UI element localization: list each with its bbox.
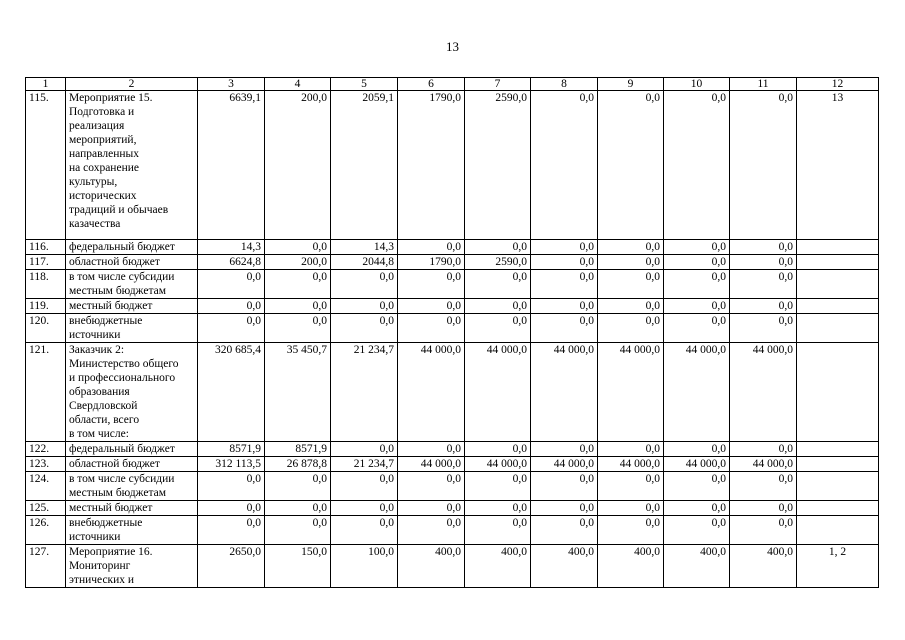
value-cell: 0,0 (465, 270, 531, 299)
row-number: 118. (26, 270, 66, 299)
value-cell: 44 000,0 (598, 457, 664, 472)
table-row (26, 240, 879, 255)
column-header: 5 (331, 78, 398, 91)
value-cell: 0,0 (664, 516, 730, 545)
value-cell: 0,0 (730, 516, 797, 545)
value-cell: 35 450,7 (265, 343, 331, 442)
row-number: 116. (26, 240, 66, 255)
value-cell: 0,0 (531, 255, 598, 270)
value-cell: 0,0 (198, 501, 265, 516)
value-cell: 2590,0 (465, 91, 531, 240)
value-cell: 0,0 (265, 516, 331, 545)
value-cell: 14,3 (198, 240, 265, 255)
value-cell: 8571,9 (198, 442, 265, 457)
value-cell: 44 000,0 (664, 457, 730, 472)
value-cell: 44 000,0 (465, 343, 531, 442)
value-cell: 2650,0 (198, 545, 265, 588)
row-number: 126. (26, 516, 66, 545)
value-cell: 0,0 (531, 299, 598, 314)
row-name: федеральный бюджет (66, 442, 198, 457)
value-cell: 0,0 (465, 472, 531, 501)
row-name: местный бюджет (66, 299, 198, 314)
value-cell: 400,0 (598, 545, 664, 588)
column-header: 7 (465, 78, 531, 91)
note-cell: 1, 2 (797, 545, 879, 588)
value-cell: 1790,0 (398, 255, 465, 270)
note-cell (797, 299, 879, 314)
value-cell: 0,0 (598, 255, 664, 270)
value-cell: 0,0 (531, 240, 598, 255)
value-cell: 0,0 (598, 314, 664, 343)
value-cell: 0,0 (531, 442, 598, 457)
note-cell (797, 343, 879, 442)
value-cell: 0,0 (398, 314, 465, 343)
value-cell: 0,0 (664, 472, 730, 501)
row-name: в том числе субсидии местным бюджетам (66, 472, 198, 501)
value-cell: 0,0 (331, 270, 398, 299)
note-cell (797, 314, 879, 343)
note-cell (797, 457, 879, 472)
value-cell: 0,0 (465, 516, 531, 545)
table-row (26, 343, 879, 442)
note-cell (797, 240, 879, 255)
table-row (26, 516, 879, 545)
value-cell: 0,0 (730, 442, 797, 457)
value-cell: 44 000,0 (531, 343, 598, 442)
value-cell: 0,0 (398, 442, 465, 457)
column-header: 12 (797, 78, 879, 91)
budget-table (25, 77, 879, 588)
value-cell: 2059,1 (331, 91, 398, 240)
row-number: 117. (26, 255, 66, 270)
value-cell: 0,0 (198, 516, 265, 545)
value-cell: 312 113,5 (198, 457, 265, 472)
table-row (26, 299, 879, 314)
column-header: 3 (198, 78, 265, 91)
value-cell: 44 000,0 (398, 343, 465, 442)
value-cell: 0,0 (465, 240, 531, 255)
value-cell: 0,0 (664, 501, 730, 516)
note-cell (797, 255, 879, 270)
value-cell: 400,0 (398, 545, 465, 588)
value-cell: 8571,9 (265, 442, 331, 457)
value-cell: 0,0 (331, 299, 398, 314)
value-cell: 0,0 (265, 472, 331, 501)
header-row (26, 78, 879, 91)
value-cell: 0,0 (598, 270, 664, 299)
note-cell (797, 501, 879, 516)
value-cell: 0,0 (265, 240, 331, 255)
value-cell: 0,0 (198, 299, 265, 314)
value-cell: 400,0 (730, 545, 797, 588)
value-cell: 6639,1 (198, 91, 265, 240)
table-body (26, 91, 879, 588)
value-cell: 0,0 (598, 501, 664, 516)
note-cell (797, 270, 879, 299)
value-cell: 200,0 (265, 91, 331, 240)
value-cell: 0,0 (331, 442, 398, 457)
row-number: 122. (26, 442, 66, 457)
column-header: 1 (26, 78, 66, 91)
value-cell: 0,0 (598, 240, 664, 255)
value-cell: 44 000,0 (730, 343, 797, 442)
value-cell: 14,3 (331, 240, 398, 255)
value-cell: 0,0 (331, 516, 398, 545)
table-row (26, 270, 879, 299)
value-cell: 0,0 (730, 240, 797, 255)
value-cell: 0,0 (265, 501, 331, 516)
note-cell (797, 442, 879, 457)
note-cell: 13 (797, 91, 879, 240)
value-cell: 0,0 (664, 255, 730, 270)
row-number: 119. (26, 299, 66, 314)
value-cell: 400,0 (531, 545, 598, 588)
value-cell: 0,0 (598, 442, 664, 457)
value-cell: 0,0 (598, 91, 664, 240)
row-name: местный бюджет (66, 501, 198, 516)
value-cell: 0,0 (265, 270, 331, 299)
row-name: областной бюджет (66, 457, 198, 472)
value-cell: 0,0 (730, 299, 797, 314)
value-cell: 0,0 (198, 314, 265, 343)
value-cell: 6624,8 (198, 255, 265, 270)
value-cell: 0,0 (465, 299, 531, 314)
value-cell: 0,0 (664, 270, 730, 299)
table-row (26, 457, 879, 472)
value-cell: 0,0 (598, 299, 664, 314)
row-number: 120. (26, 314, 66, 343)
table-row (26, 314, 879, 343)
value-cell: 0,0 (398, 516, 465, 545)
value-cell: 0,0 (398, 472, 465, 501)
value-cell: 0,0 (398, 501, 465, 516)
value-cell: 0,0 (531, 472, 598, 501)
page-number: 13 (446, 39, 459, 54)
row-name: Заказчик 2: Министерство общего и профессионального образования Свердловской области, всего в том числе: (66, 343, 198, 442)
note-cell (797, 516, 879, 545)
value-cell: 0,0 (531, 516, 598, 545)
value-cell: 400,0 (664, 545, 730, 588)
row-name: федеральный бюджет (66, 240, 198, 255)
value-cell: 0,0 (730, 91, 797, 240)
value-cell: 44 000,0 (730, 457, 797, 472)
value-cell: 320 685,4 (198, 343, 265, 442)
value-cell: 0,0 (265, 299, 331, 314)
row-name: внебюджетные источники (66, 314, 198, 343)
value-cell: 0,0 (331, 314, 398, 343)
column-header: 10 (664, 78, 730, 91)
column-header: 11 (730, 78, 797, 91)
value-cell: 2044,8 (331, 255, 398, 270)
value-cell: 44 000,0 (465, 457, 531, 472)
value-cell: 0,0 (598, 472, 664, 501)
value-cell: 0,0 (398, 240, 465, 255)
value-cell: 0,0 (531, 501, 598, 516)
value-cell: 0,0 (531, 91, 598, 240)
value-cell: 2590,0 (465, 255, 531, 270)
row-number: 125. (26, 501, 66, 516)
value-cell: 0,0 (664, 442, 730, 457)
value-cell: 0,0 (730, 270, 797, 299)
value-cell: 0,0 (730, 501, 797, 516)
value-cell: 0,0 (198, 472, 265, 501)
value-cell: 0,0 (531, 314, 598, 343)
value-cell: 0,0 (398, 299, 465, 314)
row-name: Мероприятие 16. Мониторинг этнических и (66, 545, 198, 588)
table-row (26, 91, 879, 240)
value-cell: 0,0 (730, 472, 797, 501)
value-cell: 0,0 (730, 314, 797, 343)
row-name: Мероприятие 15. Подготовка и реализация мероприятий, направленных на сохранение культуры, исторических традиций и обычаев казачества (66, 91, 198, 240)
value-cell: 0,0 (664, 314, 730, 343)
column-header: 8 (531, 78, 598, 91)
value-cell: 21 234,7 (331, 457, 398, 472)
column-header: 9 (598, 78, 664, 91)
value-cell: 200,0 (265, 255, 331, 270)
table-row (26, 472, 879, 501)
column-header: 2 (66, 78, 198, 91)
row-number: 115. (26, 91, 66, 240)
value-cell: 0,0 (664, 91, 730, 240)
value-cell: 0,0 (398, 270, 465, 299)
value-cell: 1790,0 (398, 91, 465, 240)
value-cell: 0,0 (664, 299, 730, 314)
table-row (26, 442, 879, 457)
table-row (26, 501, 879, 516)
row-name: внебюджетные источники (66, 516, 198, 545)
row-number: 121. (26, 343, 66, 442)
value-cell: 44 000,0 (398, 457, 465, 472)
value-cell: 0,0 (198, 270, 265, 299)
row-name: в том числе субсидии местным бюджетам (66, 270, 198, 299)
row-name: областной бюджет (66, 255, 198, 270)
column-header: 6 (398, 78, 465, 91)
table-row (26, 255, 879, 270)
value-cell: 0,0 (465, 501, 531, 516)
value-cell: 0,0 (465, 442, 531, 457)
column-header: 4 (265, 78, 331, 91)
value-cell: 26 878,8 (265, 457, 331, 472)
value-cell: 44 000,0 (598, 343, 664, 442)
row-number: 124. (26, 472, 66, 501)
value-cell: 0,0 (465, 314, 531, 343)
value-cell: 0,0 (598, 516, 664, 545)
row-number: 123. (26, 457, 66, 472)
note-cell (797, 472, 879, 501)
row-number: 127. (26, 545, 66, 588)
value-cell: 44 000,0 (664, 343, 730, 442)
value-cell: 400,0 (465, 545, 531, 588)
value-cell: 150,0 (265, 545, 331, 588)
value-cell: 0,0 (531, 270, 598, 299)
value-cell: 100,0 (331, 545, 398, 588)
value-cell: 44 000,0 (531, 457, 598, 472)
table-row (26, 545, 879, 588)
value-cell: 0,0 (730, 255, 797, 270)
value-cell: 0,0 (331, 501, 398, 516)
value-cell: 0,0 (331, 472, 398, 501)
value-cell: 0,0 (265, 314, 331, 343)
value-cell: 21 234,7 (331, 343, 398, 442)
value-cell: 0,0 (664, 240, 730, 255)
